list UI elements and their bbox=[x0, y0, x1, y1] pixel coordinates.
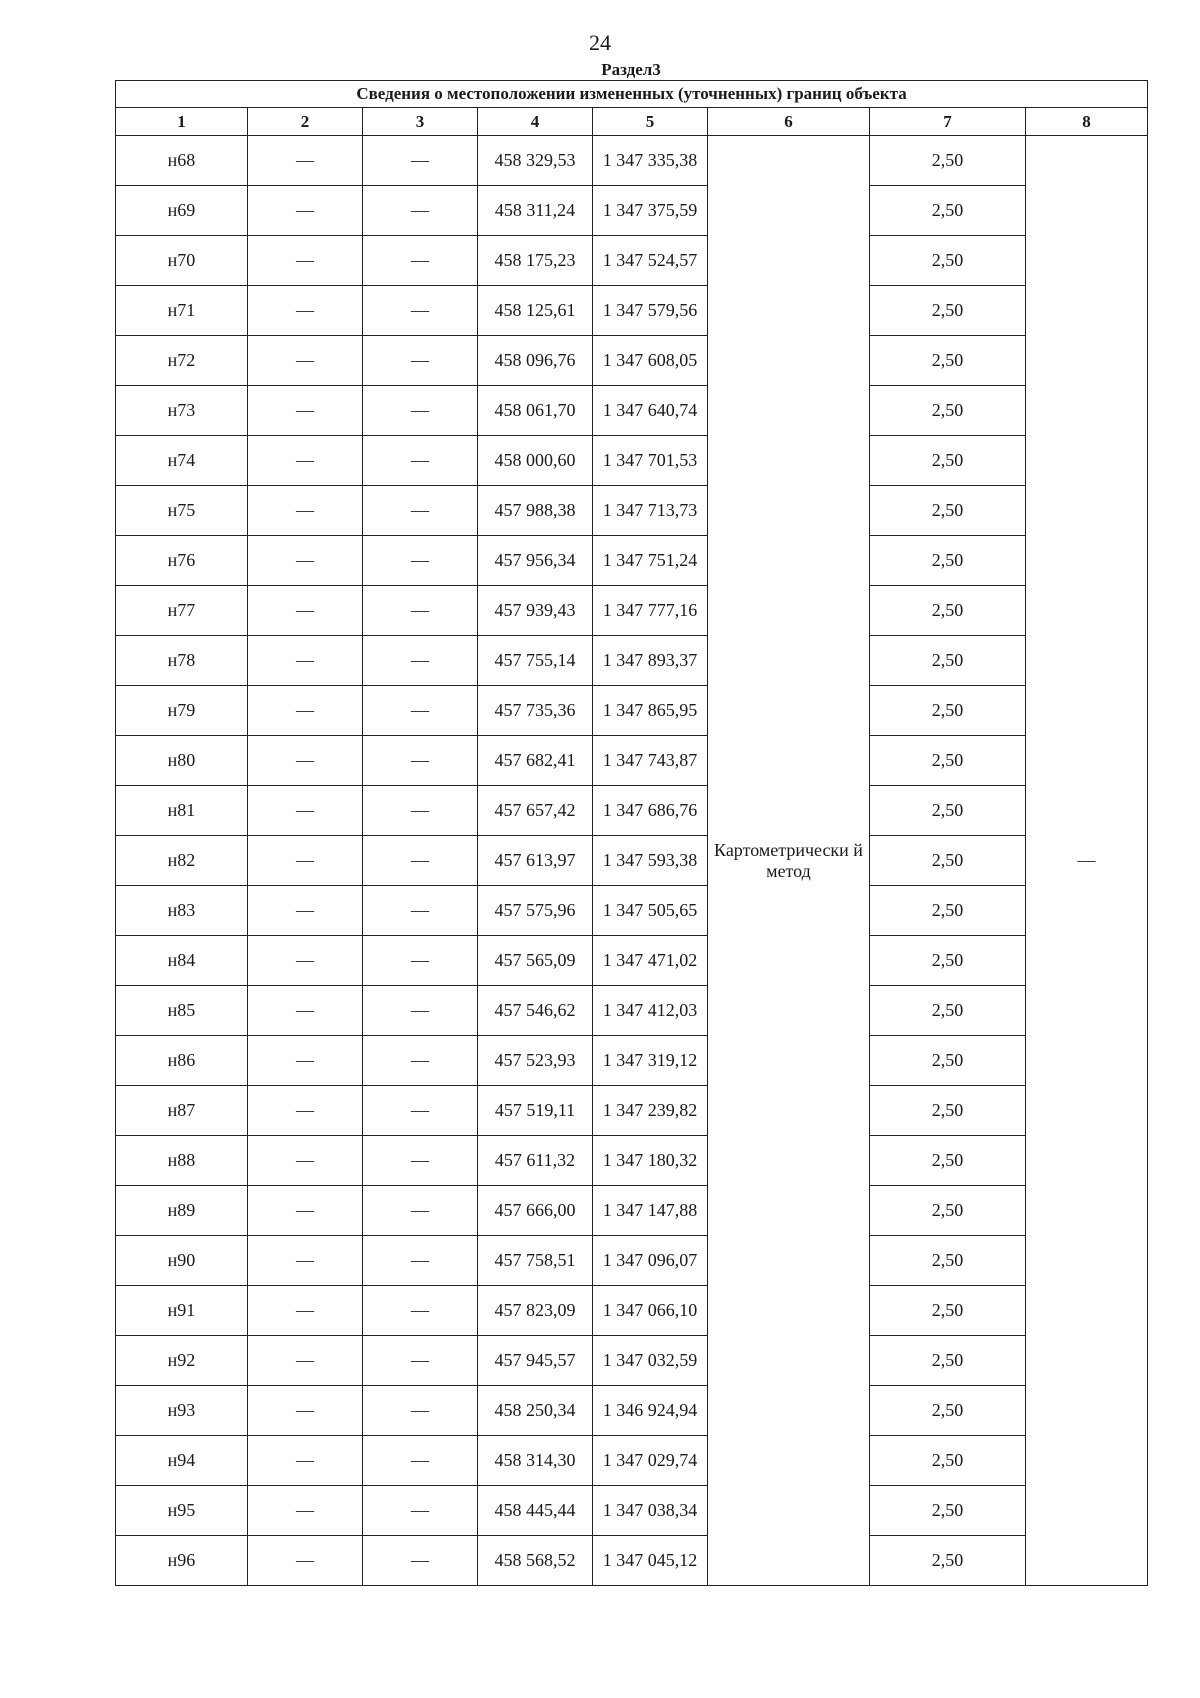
y-coordinate-cell: 1 346 924,94 bbox=[593, 1386, 708, 1436]
column-3-cell: — bbox=[363, 1136, 478, 1186]
point-name-cell: н96 bbox=[116, 1536, 248, 1586]
x-coordinate-cell: 457 613,97 bbox=[478, 836, 593, 886]
y-coordinate-cell: 1 347 593,38 bbox=[593, 836, 708, 886]
y-coordinate-cell: 1 347 335,38 bbox=[593, 136, 708, 186]
page-number: 24 bbox=[589, 30, 611, 55]
column-3-cell: — bbox=[363, 286, 478, 336]
column-3-cell: — bbox=[363, 686, 478, 736]
x-coordinate-cell: 457 657,42 bbox=[478, 786, 593, 836]
column-2-cell: — bbox=[248, 336, 363, 386]
point-name-cell: н77 bbox=[116, 586, 248, 636]
y-coordinate-cell: 1 347 239,82 bbox=[593, 1086, 708, 1136]
x-coordinate-cell: 457 988,38 bbox=[478, 486, 593, 536]
x-coordinate-cell: 457 823,09 bbox=[478, 1286, 593, 1336]
table-row bbox=[116, 686, 1148, 736]
table-row bbox=[116, 1486, 1148, 1536]
column-2-cell: — bbox=[248, 1536, 363, 1586]
table-row bbox=[116, 186, 1148, 236]
table-row bbox=[116, 936, 1148, 986]
column-3-cell: — bbox=[363, 436, 478, 486]
point-name-cell: н86 bbox=[116, 1036, 248, 1086]
x-coordinate-cell: 458 445,44 bbox=[478, 1486, 593, 1536]
coordinates-table bbox=[115, 80, 1148, 1586]
table-row bbox=[116, 1436, 1148, 1486]
column-3-cell: — bbox=[363, 1436, 478, 1486]
column-2-cell: — bbox=[248, 886, 363, 936]
column-2-cell: — bbox=[248, 1086, 363, 1136]
accuracy-cell: 2,50 bbox=[870, 1286, 1026, 1336]
column-number: 5 bbox=[593, 108, 708, 136]
table-row bbox=[116, 1386, 1148, 1436]
x-coordinate-cell: 457 666,00 bbox=[478, 1186, 593, 1236]
table-row bbox=[116, 1536, 1148, 1586]
y-coordinate-cell: 1 347 032,59 bbox=[593, 1336, 708, 1386]
accuracy-cell: 2,50 bbox=[870, 1136, 1026, 1186]
y-coordinate-cell: 1 347 505,65 bbox=[593, 886, 708, 936]
accuracy-cell: 2,50 bbox=[870, 1236, 1026, 1286]
table-row bbox=[116, 1136, 1148, 1186]
point-name-cell: н84 bbox=[116, 936, 248, 986]
y-coordinate-cell: 1 347 180,32 bbox=[593, 1136, 708, 1186]
accuracy-cell: 2,50 bbox=[870, 586, 1026, 636]
y-coordinate-cell: 1 347 029,74 bbox=[593, 1436, 708, 1486]
column-2-cell: — bbox=[248, 786, 363, 836]
point-name-cell: н82 bbox=[116, 836, 248, 886]
column-2-cell: — bbox=[248, 736, 363, 786]
column-3-cell: — bbox=[363, 886, 478, 936]
point-name-cell: н70 bbox=[116, 236, 248, 286]
column-3-cell: — bbox=[363, 236, 478, 286]
column-3-cell: — bbox=[363, 1386, 478, 1436]
column-2-cell: — bbox=[248, 1336, 363, 1386]
y-coordinate-cell: 1 347 893,37 bbox=[593, 636, 708, 686]
column-2-cell: — bbox=[248, 436, 363, 486]
x-coordinate-cell: 457 519,11 bbox=[478, 1086, 593, 1136]
table-row bbox=[116, 236, 1148, 286]
y-coordinate-cell: 1 347 579,56 bbox=[593, 286, 708, 336]
x-coordinate-cell: 457 755,14 bbox=[478, 636, 593, 686]
x-coordinate-cell: 457 682,41 bbox=[478, 736, 593, 786]
x-coordinate-cell: 457 758,51 bbox=[478, 1236, 593, 1286]
column-2-cell: — bbox=[248, 1186, 363, 1236]
y-coordinate-cell: 1 347 038,34 bbox=[593, 1486, 708, 1536]
point-name-cell: н75 bbox=[116, 486, 248, 536]
accuracy-cell: 2,50 bbox=[870, 836, 1026, 886]
x-coordinate-cell: 457 945,57 bbox=[478, 1336, 593, 1386]
table-row bbox=[116, 286, 1148, 336]
table-row bbox=[116, 1086, 1148, 1136]
table-row bbox=[116, 336, 1148, 386]
column-2-cell: — bbox=[248, 586, 363, 636]
point-name-cell: н78 bbox=[116, 636, 248, 686]
column-3-cell: — bbox=[363, 936, 478, 986]
column-2-cell: — bbox=[248, 536, 363, 586]
point-name-cell: н87 bbox=[116, 1086, 248, 1136]
y-coordinate-cell: 1 347 524,57 bbox=[593, 236, 708, 286]
table-row bbox=[116, 436, 1148, 486]
y-coordinate-cell: 1 347 751,24 bbox=[593, 536, 708, 586]
point-name-cell: н76 bbox=[116, 536, 248, 586]
y-coordinate-cell: 1 347 640,74 bbox=[593, 386, 708, 436]
y-coordinate-cell: 1 347 701,53 bbox=[593, 436, 708, 486]
x-coordinate-cell: 458 000,60 bbox=[478, 436, 593, 486]
column-3-cell: — bbox=[363, 786, 478, 836]
point-name-cell: н90 bbox=[116, 1236, 248, 1286]
column-2-cell: — bbox=[248, 1136, 363, 1186]
y-coordinate-cell: 1 347 066,10 bbox=[593, 1286, 708, 1336]
column-3-cell: — bbox=[363, 1086, 478, 1136]
column-2-cell: — bbox=[248, 136, 363, 186]
accuracy-cell: 2,50 bbox=[870, 386, 1026, 436]
column-3-cell: — bbox=[363, 1336, 478, 1386]
accuracy-cell: 2,50 bbox=[870, 1336, 1026, 1386]
point-name-cell: н81 bbox=[116, 786, 248, 836]
column-2-cell: — bbox=[248, 186, 363, 236]
table-row bbox=[116, 486, 1148, 536]
column-number: 3 bbox=[363, 108, 478, 136]
table-row bbox=[116, 136, 1148, 186]
y-coordinate-cell: 1 347 777,16 bbox=[593, 586, 708, 636]
x-coordinate-cell: 458 175,23 bbox=[478, 236, 593, 286]
y-coordinate-cell: 1 347 743,87 bbox=[593, 736, 708, 786]
column-2-cell: — bbox=[248, 1286, 363, 1336]
x-coordinate-cell: 458 329,53 bbox=[478, 136, 593, 186]
column-2-cell: — bbox=[248, 486, 363, 536]
column-2-cell: — bbox=[248, 1036, 363, 1086]
x-coordinate-cell: 458 125,61 bbox=[478, 286, 593, 336]
accuracy-cell: 2,50 bbox=[870, 936, 1026, 986]
x-coordinate-cell: 458 311,24 bbox=[478, 186, 593, 236]
column-number: 8 bbox=[1026, 108, 1148, 136]
column-2-cell: — bbox=[248, 1236, 363, 1286]
accuracy-cell: 2,50 bbox=[870, 1436, 1026, 1486]
table-row bbox=[116, 1286, 1148, 1336]
column-3-cell: — bbox=[363, 836, 478, 886]
accuracy-cell: 2,50 bbox=[870, 686, 1026, 736]
accuracy-cell: 2,50 bbox=[870, 1186, 1026, 1236]
x-coordinate-cell: 457 956,34 bbox=[478, 536, 593, 586]
y-coordinate-cell: 1 347 147,88 bbox=[593, 1186, 708, 1236]
column-3-cell: — bbox=[363, 336, 478, 386]
column-2-cell: — bbox=[248, 386, 363, 436]
x-coordinate-cell: 457 546,62 bbox=[478, 986, 593, 1036]
point-name-cell: н72 bbox=[116, 336, 248, 386]
accuracy-cell: 2,50 bbox=[870, 1386, 1026, 1436]
x-coordinate-cell: 458 314,30 bbox=[478, 1436, 593, 1486]
point-name-cell: н69 bbox=[116, 186, 248, 236]
table-row bbox=[116, 836, 1148, 886]
column-3-cell: — bbox=[363, 136, 478, 186]
column-2-cell: — bbox=[248, 1486, 363, 1536]
y-coordinate-cell: 1 347 865,95 bbox=[593, 686, 708, 736]
column-number: 4 bbox=[478, 108, 593, 136]
point-name-cell: н73 bbox=[116, 386, 248, 436]
point-name-cell: н79 bbox=[116, 686, 248, 736]
point-name-cell: н89 bbox=[116, 1186, 248, 1236]
accuracy-cell: 2,50 bbox=[870, 786, 1026, 836]
table-row bbox=[116, 986, 1148, 1036]
column-3-cell: — bbox=[363, 1236, 478, 1286]
y-coordinate-cell: 1 347 096,07 bbox=[593, 1236, 708, 1286]
accuracy-cell: 2,50 bbox=[870, 486, 1026, 536]
column-3-cell: — bbox=[363, 1486, 478, 1536]
x-coordinate-cell: 457 523,93 bbox=[478, 1036, 593, 1086]
y-coordinate-cell: 1 347 045,12 bbox=[593, 1536, 708, 1586]
table-row bbox=[116, 386, 1148, 436]
y-coordinate-cell: 1 347 713,73 bbox=[593, 486, 708, 536]
accuracy-cell: 2,50 bbox=[870, 136, 1026, 186]
accuracy-cell: 2,50 bbox=[870, 186, 1026, 236]
column-3-cell: — bbox=[363, 986, 478, 1036]
table-row bbox=[116, 786, 1148, 836]
x-coordinate-cell: 458 096,76 bbox=[478, 336, 593, 386]
point-name-cell: н88 bbox=[116, 1136, 248, 1186]
y-coordinate-cell: 1 347 319,12 bbox=[593, 1036, 708, 1086]
point-name-cell: н95 bbox=[116, 1486, 248, 1536]
column-2-cell: — bbox=[248, 836, 363, 886]
column-3-cell: — bbox=[363, 386, 478, 436]
accuracy-cell: 2,50 bbox=[870, 1036, 1026, 1086]
column-number-row bbox=[116, 108, 1148, 136]
x-coordinate-cell: 457 575,96 bbox=[478, 886, 593, 936]
table-row bbox=[116, 736, 1148, 786]
column-2-cell: — bbox=[248, 1436, 363, 1486]
section-title: Раздел3 bbox=[601, 60, 661, 79]
column-3-cell: — bbox=[363, 186, 478, 236]
column-2-cell: — bbox=[248, 286, 363, 336]
point-name-cell: н94 bbox=[116, 1436, 248, 1486]
accuracy-cell: 2,50 bbox=[870, 436, 1026, 486]
point-name-cell: н68 bbox=[116, 136, 248, 186]
column-2-cell: — bbox=[248, 636, 363, 686]
accuracy-cell: 2,50 bbox=[870, 986, 1026, 1036]
table-row bbox=[116, 1036, 1148, 1086]
accuracy-cell: 2,50 bbox=[870, 886, 1026, 936]
column-3-cell: — bbox=[363, 736, 478, 786]
y-coordinate-cell: 1 347 686,76 bbox=[593, 786, 708, 836]
table-row bbox=[116, 1186, 1148, 1236]
column-3-cell: — bbox=[363, 486, 478, 536]
y-coordinate-cell: 1 347 608,05 bbox=[593, 336, 708, 386]
x-coordinate-cell: 458 568,52 bbox=[478, 1536, 593, 1586]
column-2-cell: — bbox=[248, 936, 363, 986]
table-row bbox=[116, 1236, 1148, 1286]
point-name-cell: н91 bbox=[116, 1286, 248, 1336]
column-3-cell: — bbox=[363, 636, 478, 686]
column-2-cell: — bbox=[248, 986, 363, 1036]
y-coordinate-cell: 1 347 471,02 bbox=[593, 936, 708, 986]
method-cell: Картометрически й метод bbox=[708, 136, 870, 1586]
point-name-cell: н83 bbox=[116, 886, 248, 936]
column-2-cell: — bbox=[248, 236, 363, 286]
x-coordinate-cell: 458 061,70 bbox=[478, 386, 593, 436]
accuracy-cell: 2,50 bbox=[870, 286, 1026, 336]
column-2-cell: — bbox=[248, 686, 363, 736]
x-coordinate-cell: 457 939,43 bbox=[478, 586, 593, 636]
table-body bbox=[116, 136, 1148, 1586]
accuracy-cell: 2,50 bbox=[870, 736, 1026, 786]
column-3-cell: — bbox=[363, 586, 478, 636]
accuracy-cell: 2,50 bbox=[870, 1536, 1026, 1586]
column-number: 6 bbox=[708, 108, 870, 136]
table-row bbox=[116, 886, 1148, 936]
table-row bbox=[116, 1336, 1148, 1386]
y-coordinate-cell: 1 347 375,59 bbox=[593, 186, 708, 236]
y-coordinate-cell: 1 347 412,03 bbox=[593, 986, 708, 1036]
point-name-cell: н92 bbox=[116, 1336, 248, 1386]
table-row bbox=[116, 536, 1148, 586]
x-coordinate-cell: 457 611,32 bbox=[478, 1136, 593, 1186]
accuracy-cell: 2,50 bbox=[870, 1486, 1026, 1536]
point-name-cell: н85 bbox=[116, 986, 248, 1036]
table-caption: Сведения о местоположении измененных (уточненных) границ объекта bbox=[116, 81, 1148, 108]
column-8-cell: — bbox=[1026, 136, 1148, 1586]
column-3-cell: — bbox=[363, 536, 478, 586]
column-3-cell: — bbox=[363, 1536, 478, 1586]
accuracy-cell: 2,50 bbox=[870, 236, 1026, 286]
column-3-cell: — bbox=[363, 1286, 478, 1336]
column-3-cell: — bbox=[363, 1186, 478, 1236]
accuracy-cell: 2,50 bbox=[870, 336, 1026, 386]
column-2-cell: — bbox=[248, 1386, 363, 1436]
column-number: 7 bbox=[870, 108, 1026, 136]
column-number: 2 bbox=[248, 108, 363, 136]
x-coordinate-cell: 457 735,36 bbox=[478, 686, 593, 736]
table-row bbox=[116, 636, 1148, 686]
point-name-cell: н80 bbox=[116, 736, 248, 786]
accuracy-cell: 2,50 bbox=[870, 1086, 1026, 1136]
accuracy-cell: 2,50 bbox=[870, 536, 1026, 586]
accuracy-cell: 2,50 bbox=[870, 636, 1026, 686]
table-row bbox=[116, 586, 1148, 636]
column-number: 1 bbox=[116, 108, 248, 136]
column-3-cell: — bbox=[363, 1036, 478, 1086]
x-coordinate-cell: 457 565,09 bbox=[478, 936, 593, 986]
point-name-cell: н71 bbox=[116, 286, 248, 336]
point-name-cell: н74 bbox=[116, 436, 248, 486]
point-name-cell: н93 bbox=[116, 1386, 248, 1436]
x-coordinate-cell: 458 250,34 bbox=[478, 1386, 593, 1436]
